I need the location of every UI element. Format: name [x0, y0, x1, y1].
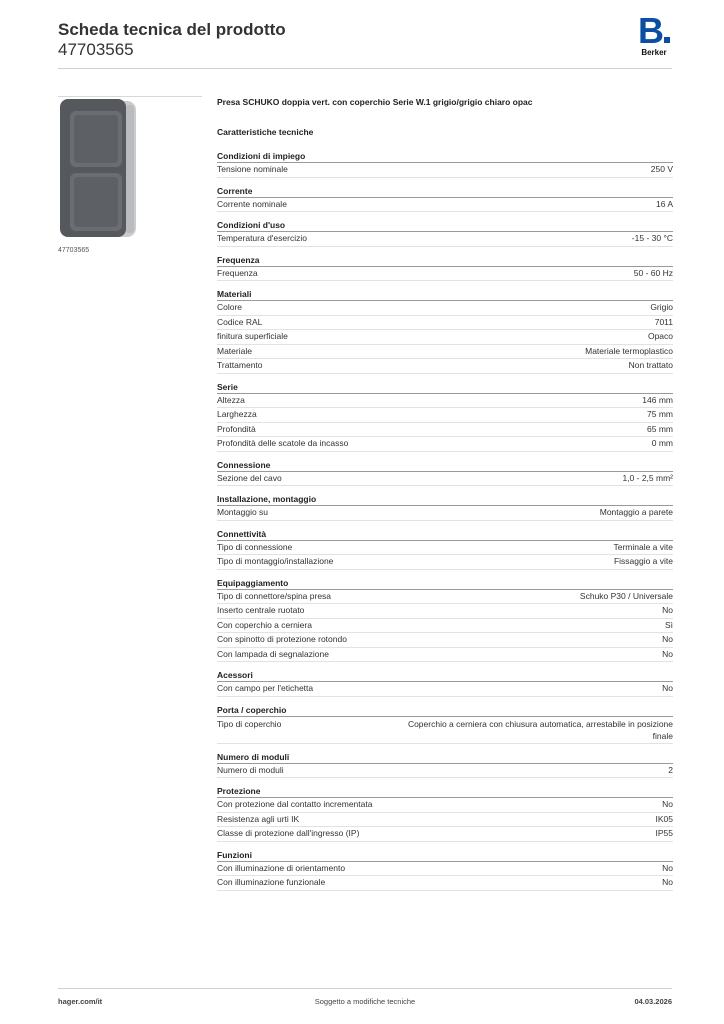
product-title: Presa SCHUKO doppia vert. con coperchio Serie W.1 grigio/grigio chiaro opac — [217, 97, 533, 107]
spec-label: Materiale — [217, 345, 252, 356]
spec-value: Coperchio a cerniera con chiusura automatica, arrestabile in posizione finale — [407, 718, 673, 741]
spec-row — [217, 813, 673, 828]
group-title: Installazione, montaggio — [217, 493, 673, 506]
spec-row — [217, 876, 673, 891]
spec-label: Inserto centrale ruotato — [217, 605, 305, 615]
spec-value: 2 — [668, 764, 673, 775]
spec-label: finitura superficiale — [217, 331, 288, 341]
group-title: Connettività — [217, 528, 673, 541]
spec-row — [217, 682, 673, 697]
berker-logo — [636, 10, 672, 57]
spec-row — [217, 408, 673, 423]
spec-value: Opaco — [647, 331, 673, 341]
spec-value: 16 A — [655, 198, 673, 209]
product-image — [58, 96, 202, 241]
spec-value: No — [662, 877, 673, 887]
spec-label: Classe di protezione dall'ingresso (IP) — [217, 828, 360, 838]
spec-label: Codice RAL — [217, 316, 263, 327]
spec-value: Schuko P30 / Universale — [579, 590, 673, 601]
spec-row — [217, 232, 673, 247]
spec-row — [217, 717, 673, 744]
spec-label: Tipo di montaggio/installazione — [217, 556, 334, 566]
spec-value: Sì — [664, 619, 673, 630]
spec-label: Tensione nominale — [217, 164, 288, 174]
spec-label: Sezione del cavo — [217, 472, 282, 483]
spec-label: Profondità — [217, 423, 256, 434]
footer-date: 04.03.2026 — [634, 997, 672, 1006]
spec-row — [217, 648, 673, 663]
spec-label: Corrente nominale — [217, 198, 287, 209]
spec-label: Resistenza agli urti IK — [217, 813, 300, 824]
footer-divider — [58, 988, 672, 989]
spec-row — [217, 423, 673, 438]
group-title: Equipaggiamento — [217, 577, 673, 590]
spec-value: No — [662, 862, 673, 873]
spec-row — [217, 798, 673, 813]
group-title: Acessori — [217, 669, 673, 682]
spec-label: Numero di moduli — [217, 764, 284, 775]
spec-row — [217, 472, 673, 487]
spec-value: 0 mm — [651, 438, 673, 448]
spec-label: Temperatura d'esercizio — [217, 233, 307, 243]
spec-row — [217, 437, 673, 452]
spec-label: Con campo per l'etichetta — [217, 683, 314, 693]
group-title: Materiali — [217, 288, 673, 301]
spec-row — [217, 359, 673, 374]
group-title: Condizioni di impiego — [217, 150, 673, 163]
spec-value: 50 - 60 Hz — [633, 267, 673, 278]
group-title: Protezione — [217, 785, 673, 798]
spec-value: 7011 — [654, 316, 673, 327]
group-title: Porta / coperchio — [217, 704, 673, 717]
spec-label: Con illuminazione funzionale — [217, 877, 326, 887]
spec-content — [217, 96, 673, 891]
spec-value: 1,0 - 2,5 mm² — [622, 472, 673, 483]
header-divider — [58, 68, 672, 69]
product-image-column — [58, 96, 202, 254]
spec-row — [217, 330, 673, 345]
spec-row — [217, 394, 673, 409]
spec-label: Con spinotto di protezione rotondo — [217, 634, 347, 644]
spec-row — [217, 163, 673, 178]
spec-label: Trattamento — [217, 360, 263, 370]
spec-value: Non trattato — [628, 360, 673, 370]
group-title: Connessione — [217, 459, 673, 472]
spec-row — [217, 604, 673, 619]
group-title: Condizioni d'uso — [217, 219, 673, 232]
group-title: Numero di moduli — [217, 751, 673, 764]
group-title: Frequenza — [217, 254, 673, 267]
spec-value: Grigio — [650, 302, 673, 312]
spec-label: Colore — [217, 302, 243, 312]
spec-label: Frequenza — [217, 267, 258, 278]
spec-value: IP55 — [655, 828, 673, 838]
group-title: Serie — [217, 381, 673, 394]
spec-row — [217, 541, 673, 556]
spec-value: 146 mm — [642, 394, 673, 405]
spec-row — [217, 827, 673, 842]
logo-mark: B — [636, 16, 672, 46]
spec-label: Larghezza — [217, 409, 257, 419]
spec-label: Tipo di connessione — [217, 541, 293, 552]
spec-label: Profondità delle scatole da incasso — [217, 438, 349, 448]
footer-note: Soggetto a modifiche tecniche — [314, 997, 416, 1006]
footer-website[interactable]: hager.com/it — [58, 997, 103, 1006]
group-title: Funzioni — [217, 849, 673, 862]
spec-row — [217, 764, 673, 779]
spec-value: 250 V — [650, 164, 673, 174]
spec-row — [217, 316, 673, 331]
page-title: Scheda tecnica del prodotto — [58, 20, 286, 39]
group-title: Corrente — [217, 185, 673, 198]
spec-row — [217, 301, 673, 316]
spec-value: Terminale a vite — [613, 541, 673, 552]
spec-label: Con illuminazione di orientamento — [217, 862, 346, 873]
product-code: 47703565 — [58, 40, 134, 59]
spec-label: Tipo di connettore/spina presa — [217, 590, 332, 601]
spec-row — [217, 633, 673, 648]
section-title: Caratteristiche tecniche — [217, 127, 314, 137]
spec-value: No — [662, 634, 673, 644]
spec-row — [217, 590, 673, 605]
spec-value: 65 mm — [647, 423, 673, 434]
image-caption: 47703565 — [58, 247, 90, 254]
spec-value: Materiale termoplastico — [585, 345, 673, 356]
spec-value: Fissaggio a vite — [613, 556, 673, 566]
spec-value: 75 mm — [647, 409, 673, 419]
spec-row — [217, 345, 673, 360]
spec-value: -15 - 30 °C — [631, 233, 673, 243]
spec-value: No — [662, 648, 673, 659]
spec-groups — [217, 150, 673, 891]
spec-label: Con protezione dal contatto incrementata — [217, 799, 373, 809]
spec-label: Con coperchio a cerniera — [217, 619, 312, 630]
spec-label: Tipo di coperchio — [217, 718, 282, 729]
spec-row — [217, 555, 673, 570]
spec-row — [217, 619, 673, 634]
page-header — [58, 10, 672, 60]
spec-row — [217, 506, 673, 521]
spec-value: No — [662, 683, 673, 693]
spec-value: No — [662, 605, 673, 615]
spec-value: IK05 — [655, 813, 673, 824]
spec-row — [217, 267, 673, 282]
double-socket-icon — [58, 97, 202, 241]
logo-word: Berker — [641, 48, 667, 57]
spec-row — [217, 198, 673, 213]
spec-value: No — [662, 799, 673, 809]
spec-value: Montaggio a parete — [599, 507, 673, 517]
spec-label: Montaggio su — [217, 507, 269, 517]
spec-row — [217, 862, 673, 877]
spec-label: Altezza — [217, 394, 245, 405]
spec-label: Con lampada di segnalazione — [217, 648, 329, 659]
